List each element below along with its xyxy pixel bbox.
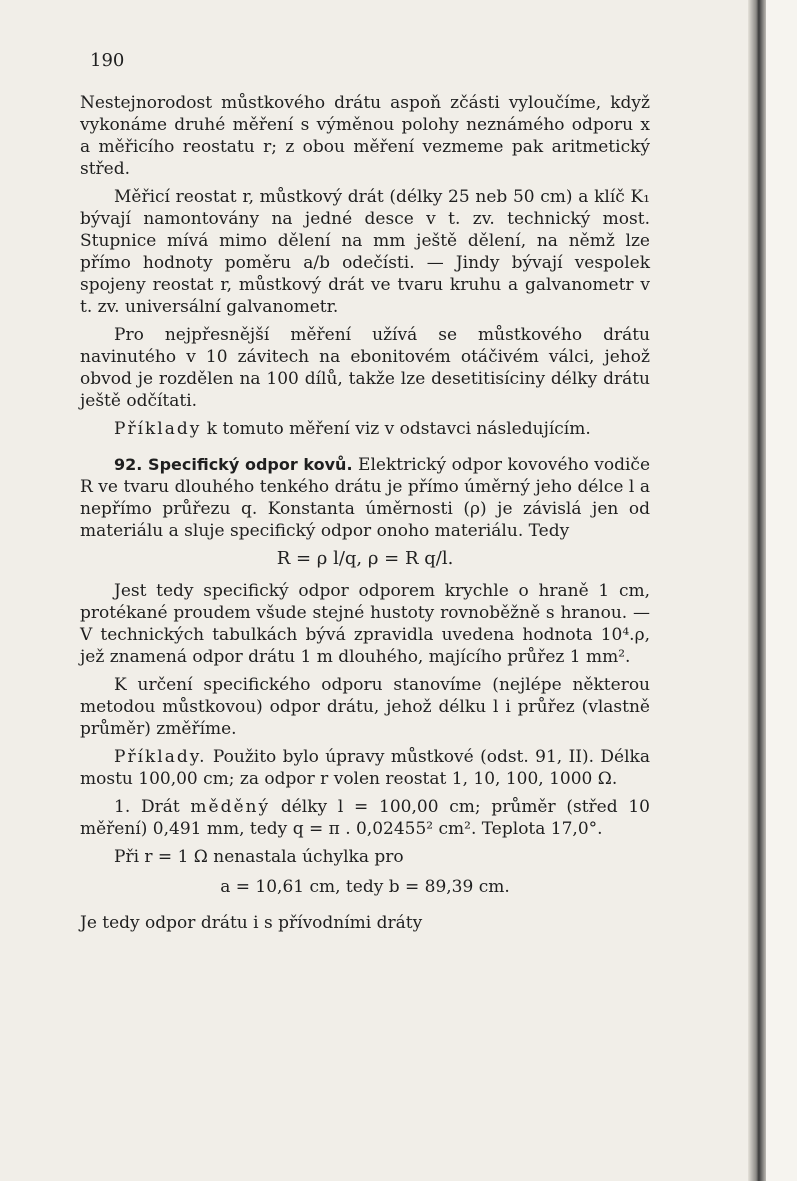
paragraph-2: Měřicí reostat r, můstkový drát (délky 25 neb 50 cm) a klíč K₁ bývají namontovány na jedné desce v t. zv. technický most. Stupnice mívá mimo dělení na mm ještě dělení, na němž lze přímo hodnoty poměru a/b odečísti. — Jindy bývají vespolek spojeny reostat r, můstkový drát ve tvaru kruhu a galvanometr v t. zv. universální galvanometr. (80, 187, 650, 317)
page-gutter (748, 0, 766, 1181)
paragraph-6: Jest tedy specifický odpor odporem krychle o hraně 1 cm, protékané proudem všude stejné hustoty rovnoběžně s hranou. — V technických tabulkách bývá zpravidla uvedena hodnota 10⁴.ρ, jež znamená odpor drátu 1 m dlouhého, majícího průřez 1 mm². (80, 581, 650, 667)
paragraph-9 (80, 796, 650, 840)
examples-lead: Příklady (114, 419, 202, 439)
body-text (80, 92, 650, 940)
paragraph-12: Je tedy odpor drátu i s přívodními dráty (80, 913, 423, 933)
page-number: 190 (90, 50, 125, 71)
measurement-line: a = 10,61 cm, tedy b = 89,39 cm. (220, 877, 510, 897)
paragraph-4 (80, 418, 650, 440)
section-92 (80, 454, 650, 542)
examples2-rest: Použito bylo úpravy můstkové (odst. 91, II). Délka mostu 100,00 cm; za odpor r volen reostat 1, 10, 100, 1000 Ω. (80, 747, 650, 789)
paragraph-1: Nestejnorodost můstkového drátu aspoň zčásti vyloučíme, když vykonáme druhé měření s výměnou polohy neznámého odporu x a měřicího reostatu r; z obou měření vezmeme pak aritmetický střed. (80, 93, 650, 179)
example-detail: délky l = 100,00 cm; průměr (střed 10 měření) 0,491 mm, tedy q = π . 0,02455² cm². Teplota 17,0°. (80, 797, 650, 839)
examples-rest: k tomuto měření viz v odstavci následujícím. (201, 419, 591, 439)
paragraph-10: Při r = 1 Ω nenastala úchylka pro (114, 847, 404, 867)
section-text: Elektrický odpor kovového vodiče R ve tvaru dlouhého tenkého drátu je přímo úměrný jeho délce l a nepřímo průřezu q. Konstanta úměrnosti (ρ) je závislá jen od materiálu a sluje specifický odpor onoho materiálu. Tedy (80, 455, 650, 541)
paragraph-8 (80, 746, 650, 790)
examples2-lead: Příklady. (114, 747, 207, 767)
paragraph-3: Pro nejpřesnější měření užívá se můstkového drátu navinutého v 10 závitech na ebonitovém otáčivém válci, jehož obvod je rozdělen na 100 dílů, takže lze desetitisíciny délky drátu ještě odčítati. (80, 325, 650, 411)
section-heading: 92. Specifický odpor kovů. (114, 455, 353, 474)
paragraph-7: K určení specifického odporu stanovíme (nejlépe některou metodou můstkovou) odpor drátu, jehož délku l i průřez (vlastně průměr) změříme. (80, 675, 650, 739)
example-number: 1. Drát (114, 797, 191, 817)
facing-page-edge (766, 0, 797, 1181)
equation: R = ρ l/q, ρ = R q/l. (276, 548, 454, 569)
material-word: měděný (190, 797, 271, 817)
